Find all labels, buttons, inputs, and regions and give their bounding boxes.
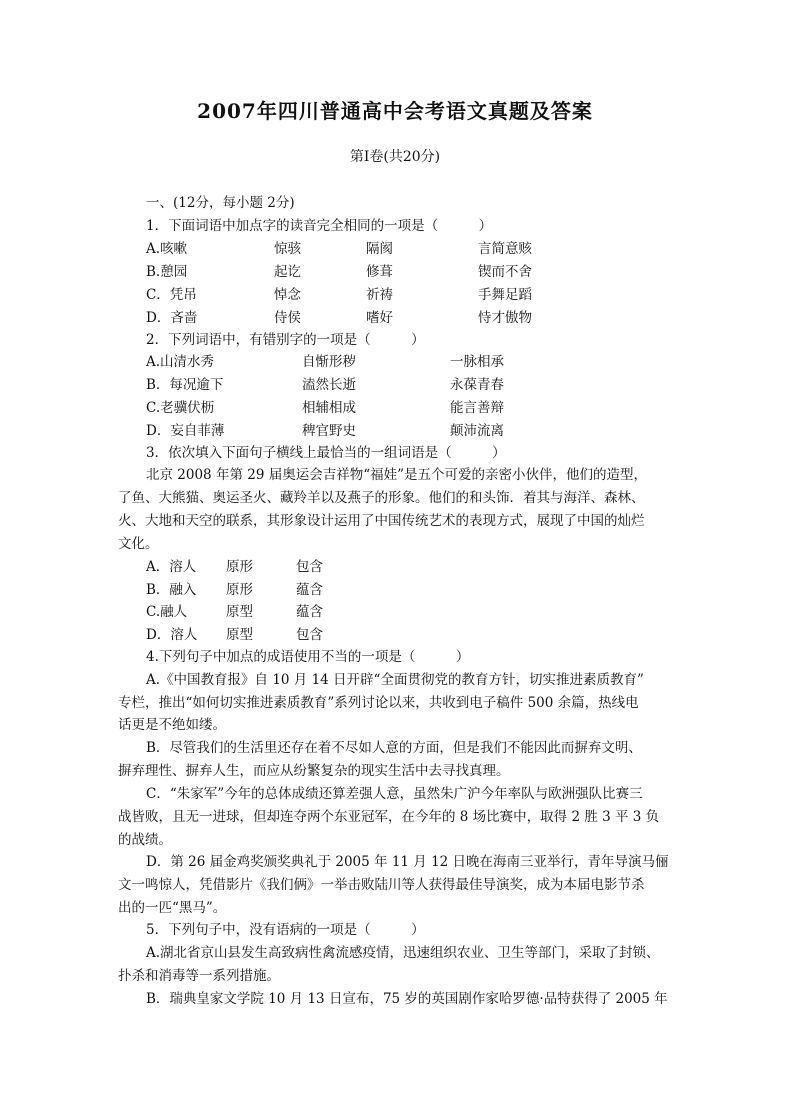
q4-stem: 4.下列句子中加点的成语使用不当的一项是（ ） — [146, 649, 470, 665]
q4-text-line: D．第 26 届金鸡奖颁奖典礼于 2005 年 11 月 12 日晚在海南三亚举行，青年导演马俪 — [146, 854, 669, 870]
section-subtitle: 第Ⅰ卷(共20分) — [349, 149, 441, 165]
q1-option-a-word1: A.咳嗽 — [146, 241, 188, 257]
q5-text-line: A.湖北省京山县发生高致病性禽流感疫情，迅速组织农业、卫生等部门，采取了封锁、 — [146, 945, 660, 961]
q2-option-d-word2: 稗官野史 — [302, 423, 356, 439]
q3-option-c-word1: C.融人 — [146, 604, 188, 620]
q1-option-d-word4: 恃才傲物 — [478, 310, 532, 326]
q2-option-c-word2: 相辅相成 — [302, 400, 356, 416]
q1-option-c-word1: C．凭吊 — [146, 287, 197, 303]
q4-text-line: C．“朱家军”今年的总体成绩还算差强人意，虽然朱广沪今年率队与欧洲强队比赛三 — [146, 786, 643, 802]
q2-option-c-word3: 能言善辩 — [450, 400, 504, 416]
q1-option-a-word2: 惊骇 — [274, 241, 301, 257]
q5-stem: 5．下列句子中，没有语病的一项是（ ） — [146, 922, 425, 938]
q1-option-b-word2: 起讫 — [274, 264, 301, 280]
q4-text-line: B．尽管我们的生活里还存在着不尽如人意的方面，但是我们不能因此而摒弃文明、 — [146, 740, 642, 756]
q1-stem: 1．下面词语中加点字的读音完全相同的一项是（ ） — [146, 218, 493, 234]
q4-text-line: 出的一匹“黑马”。 — [118, 900, 227, 916]
q1-option-d-word1: D．吝啬 — [146, 310, 198, 326]
q4-text-line: 话更是不绝如缕。 — [118, 717, 226, 733]
q3-option-b-word3: 蕴含 — [296, 582, 323, 598]
q3-option-d-word2: 原型 — [226, 627, 253, 643]
q2-option-b-word1: B．每况逾下 — [146, 377, 224, 393]
q2-option-d-word1: D．妄自菲薄 — [146, 423, 225, 439]
q1-option-d-word3: 嗜好 — [366, 310, 393, 326]
q3-option-d-word1: D．溶人 — [146, 627, 198, 643]
q3-option-c-word2: 原型 — [226, 604, 253, 620]
q1-option-c-word2: 悼念 — [274, 287, 301, 303]
q4-text-line: 战皆败，且无一进球，但却连夺两个东亚冠军，在今年的 8 场比赛中，取得 2 胜 3 平 3 负 — [118, 809, 660, 825]
q3-passage-line: 了鱼、大熊猫、奥运圣火、藏羚羊以及燕子的形象。他们的和头饰．着其与海洋、森林、 — [118, 490, 645, 506]
q3-option-a-word2: 原形 — [226, 559, 253, 575]
q4-text-line: 专栏，推出“如何切实推进素质教育”系列讨论以来，共收到电子稿件 500 余篇，热线电 — [118, 695, 639, 711]
q4-text-line: 文一鸣惊人，凭借影片《我们俩》一举击败陆川等人获得最佳导演奖，成为本届电影节杀 — [118, 877, 645, 893]
q3-passage-line: 北京 2008 年第 29 届奥运会吉祥物“福娃”是五个可爱的亲密小伙伴，他们的造型， — [146, 467, 648, 483]
q3-option-b-word2: 原形 — [226, 582, 253, 598]
q1-option-b-word3: 修葺 — [366, 264, 393, 280]
q3-option-c-word3: 蕴含 — [296, 604, 323, 620]
q2-option-b-word3: 永葆青春 — [450, 377, 504, 393]
q3-option-a-word1: A．溶人 — [146, 559, 197, 575]
q1-option-b-word4: 锲而不舍 — [478, 264, 532, 280]
q3-passage-line: 文化。 — [118, 536, 159, 552]
q3-option-a-word3: 包含 — [296, 559, 323, 575]
q2-option-a-word1: A.山清水秀 — [146, 354, 215, 370]
q4-text-line: A.《中国教育报》自 10 月 14 日开辟“全面贯彻党的教育方针，切实推进素质教育” — [146, 672, 644, 688]
q5-text-line: 扑杀和消毒等一系列措施。 — [118, 968, 280, 984]
q4-text-line: 的战绩。 — [118, 832, 172, 848]
q1-option-d-word2: 侍侯 — [274, 310, 301, 326]
q1-option-c-word4: 手舞足蹈 — [478, 287, 532, 303]
q3-option-d-word3: 包含 — [296, 627, 323, 643]
q2-stem: 2．下列词语中，有错别字的一项是（ ） — [146, 332, 425, 348]
q2-option-d-word3: 颠沛流离 — [450, 423, 504, 439]
page-title: 2007年四川普通高中会考语文真题及答案 — [197, 99, 593, 123]
q1-option-b-word1: B.憩园 — [146, 264, 188, 280]
q2-option-c-word1: C.老骥伏枥 — [146, 400, 215, 416]
q3-option-b-word1: B．融入 — [146, 582, 197, 598]
q2-option-a-word2: 自惭形秽 — [302, 354, 356, 370]
section1-header: 一、(12分，每小题 2分) — [146, 195, 295, 211]
q4-text-line: 摒弃理性、摒弃人生，而应从纷繁复杂的现实生活中去寻找真理。 — [118, 763, 510, 779]
q1-option-c-word3: 祈祷 — [366, 287, 393, 303]
q2-option-a-word3: 一脉相承 — [450, 354, 504, 370]
q3-stem: 3．依次填入下面句子横线上最恰当的一组词语是（ ） — [146, 445, 506, 461]
q3-passage-line: 火、大地和天空的联系，其形象设计运用了中国传统艺术的表现方式，展现了中国的灿烂 — [118, 513, 645, 529]
q5-text-line: B．瑞典皇家文学院 10 月 13 日宣布，75 岁的英国剧作家哈罗德·品特获得了 2005 年 — [146, 991, 668, 1007]
q1-option-a-word3: 隔阂 — [366, 241, 393, 257]
q2-option-b-word2: 溘然长逝 — [302, 377, 356, 393]
q1-option-a-word4: 言简意赅 — [478, 241, 532, 257]
